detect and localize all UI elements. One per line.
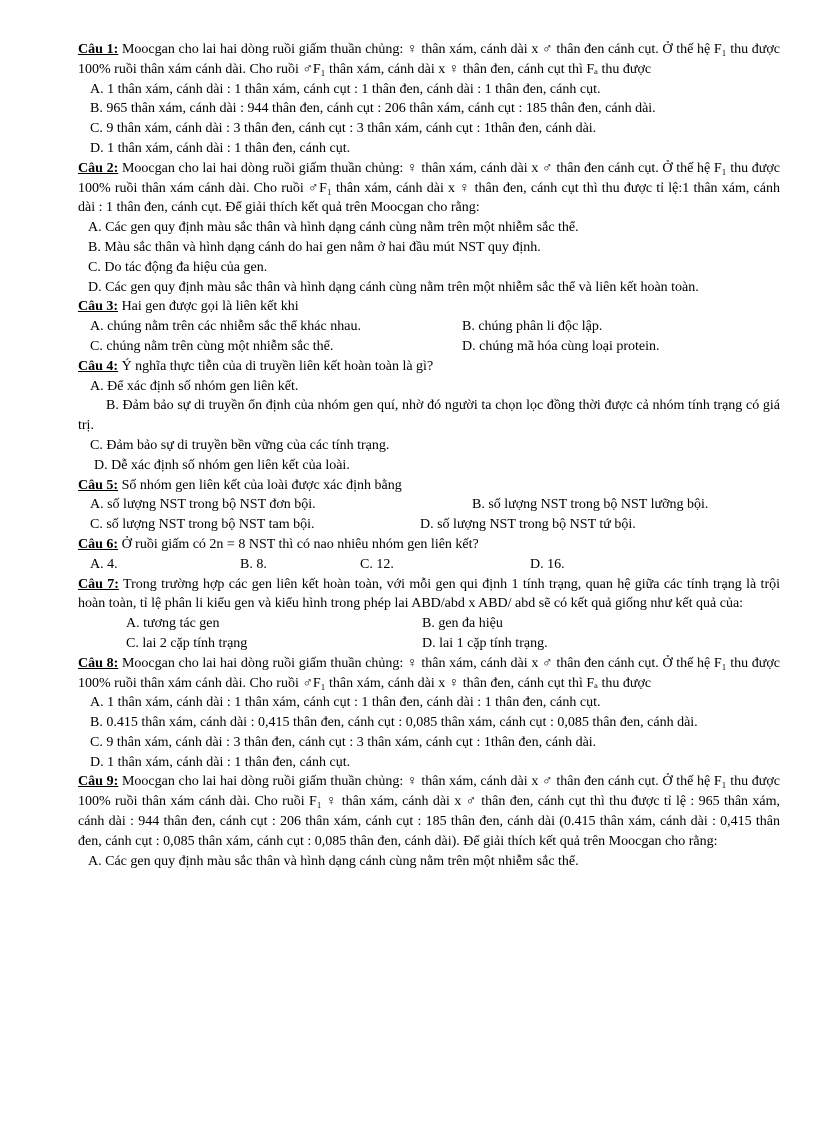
option-d: D. 16. <box>530 556 565 572</box>
option-row <box>78 317 780 337</box>
option-d: D. Dễ xác định số nhóm gen liên kết của loài. <box>94 457 350 473</box>
question-label: Câu 8: <box>78 655 119 671</box>
option-c: C. lai 2 cặp tính trạng <box>126 635 248 651</box>
question-1 <box>78 40 780 80</box>
question-label: Câu 4: <box>78 358 119 374</box>
option-a: A. Các gen quy định màu sắc thân và hình dạng cánh cùng nằm trên một nhiễm sắc thể. <box>88 220 579 236</box>
question-text: Hai gen được gọi là liên kết khi <box>121 299 299 315</box>
option-b: B. 965 thân xám, cánh dài : 944 thân đen, cánh cụt : 206 thân xám, cánh cụt : 185 thân đen, cánh dài. <box>90 101 656 117</box>
question-4 <box>78 357 780 377</box>
option-d: D. chúng mã hóa cùng loại protein. <box>462 338 660 354</box>
question-7 <box>78 575 780 615</box>
option-c: C. 9 thân xám, cánh dài : 3 thân đen, cánh cụt : 3 thân xám, cánh cụt : 1thân đen, cánh dài. <box>90 734 597 750</box>
question-text: Số nhóm gen liên kết của loài được xác định bằng <box>121 477 402 493</box>
option-b: B. chúng phân li độc lập. <box>462 319 603 335</box>
question-label: Câu 5: <box>78 477 119 493</box>
option-b: B. gen đa hiệu <box>422 616 503 632</box>
question-text: Moocgan cho lai hai dòng ruồi giấm thuần chủng: ♀ thân xám, cánh dài x ♂ thân đen cánh cụt. Ở thế hệ F₁ thu được 100% ruồi thân xám cánh dài. Cho ruồi ♂F₁ thân xám, cánh dài x ♀ thân đen, cánh cụt thì Fₐ thu được <box>78 42 781 77</box>
option-d: D. Các gen quy định màu sắc thân và hình dạng cánh cùng nằm trên một nhiễm sắc thể và liên kết hoàn toàn. <box>88 279 699 295</box>
option-c: C. chúng nằm trên cùng một nhiễm sắc thể. <box>90 338 334 354</box>
option-a: A. tương tác gen <box>126 616 220 632</box>
option-c: C. 12. <box>360 556 394 572</box>
option-row <box>78 337 780 357</box>
question-text: Moocgan cho lai hai dòng ruồi giấm thuần chủng: ♀ thân xám, cánh dài x ♂ thân đen cánh cụt. Ở thế hệ F₁ thu được 100% ruồi thân xám cánh dài. Cho ruồi F₁ ♀ thân xám, cánh dài x ♂ thân đen, cánh cụt thì thu được tỉ lệ : 965 thân xám, cánh dài : 944 thân đen, cánh cụt : 206 thân xám, cánh cụt : 185 thân đen, cánh dài (0.415 thân xám, cánh dài : 0,415 thân đen, cánh cụt : 0,085 thân xám, cánh cụt : 0,085 thân đen, cánh dài). Để giải thích kết quả trên Moocgan cho rằng: <box>78 774 781 849</box>
question-5 <box>78 476 780 496</box>
question-3 <box>78 297 780 317</box>
option-a: A. 1 thân xám, cánh dài : 1 thân xám, cánh cụt : 1 thân đen, cánh dài : 1 thân đen, cánh cụt. <box>90 81 601 97</box>
option-a: A. Các gen quy định màu sắc thân và hình dạng cánh cùng nằm trên một nhiễm sắc thể. <box>88 853 579 869</box>
option-c: C. số lượng NST trong bộ NST tam bội. <box>90 517 315 533</box>
option-c: C. Do tác động đa hiệu của gen. <box>88 259 268 275</box>
option-b: B. số lượng NST trong bộ NST lưỡng bội. <box>472 497 709 513</box>
question-label: Câu 9: <box>78 774 119 790</box>
question-text: Moocgan cho lai hai dòng ruồi giấm thuần chủng: ♀ thân xám, cánh dài x ♂ thân đen cánh cụt. Ở thế hệ F₁ thu được 100% ruồi thân xám cánh dài. Cho ruồi ♂F₁ thân xám, cánh dài x ♀ thân đen, cánh cụt thì Fₐ thu được <box>78 655 781 691</box>
option-d: D. 1 thân xám, cánh dài : 1 thân đen, cánh cụt. <box>90 140 351 156</box>
question-label: Câu 3: <box>78 299 119 315</box>
option-row <box>78 515 780 535</box>
question-label: Câu 2: <box>78 160 119 176</box>
option-b: B. 0.415 thân xám, cánh dài : 0,415 thân đen, cánh cụt : 0,085 thân xám, cánh cụt : 0,085 thân đen, cánh dài. <box>90 715 698 731</box>
option-c: C. Đảm bảo sự di truyền bền vững của các tính trạng. <box>90 437 390 453</box>
question-2 <box>78 159 780 218</box>
document-page <box>78 40 780 871</box>
option-a: A. 4. <box>90 556 118 572</box>
option-row <box>78 614 780 634</box>
option-a: A. số lượng NST trong bộ NST đơn bội. <box>90 497 316 513</box>
option-a: A. chúng nằm trên các nhiễm sắc thể khác nhau. <box>90 319 361 335</box>
option-row <box>78 634 780 654</box>
option-row <box>78 495 780 515</box>
option-d: D. số lượng NST trong bộ NST tứ bội. <box>420 517 636 533</box>
option-b: B. 8. <box>240 556 267 572</box>
question-text: Trong trường hợp các gen liên kết hoàn toàn, với mỗi gen qui định 1 tính trạng, quan hệ giữa các tính trạng là trội hoàn toàn, tỉ lệ phân li kiểu gen và kiểu hình trong phép lai ABD/abd x ABD/ abd sẽ có kết quả giống như kết quả của: <box>78 576 780 612</box>
option-a: A. 1 thân xám, cánh dài : 1 thân xám, cánh cụt : 1 thân đen, cánh dài : 1 thân đen, cánh cụt. <box>90 695 601 711</box>
option-row <box>78 555 780 575</box>
option-a: A. Để xác định số nhóm gen liên kết. <box>90 378 299 394</box>
option-d: D. 1 thân xám, cánh dài : 1 thân đen, cánh cụt. <box>90 754 351 770</box>
option-c: C. 9 thân xám, cánh dài : 3 thân đen, cánh cụt : 3 thân xám, cánh cụt : 1thân đen, cánh dài. <box>90 121 597 137</box>
question-label: Câu 1: <box>78 42 119 57</box>
question-text: Moocgan cho lai hai dòng ruồi giấm thuần chủng: ♀ thân xám, cánh dài x ♂ thân đen cánh cụt. Ở thế hệ F₁ thu được 100% ruồi thân xám cánh dài. Cho ruồi ♂F₁ thân xám, cánh dài x ♀ thân đen, cánh cụt thì thu được tỉ lệ:1 thân xám, cánh dài : 1 thân đen, cánh cụt. Để giải thích kết quả trên Moocgan cho rằng: <box>78 160 781 216</box>
option-b: B. Màu sắc thân và hình dạng cánh do hai gen nằm ở hai đầu mút NST quy định. <box>88 239 541 255</box>
option-b: B. Đảm bảo sự di truyền ổn định của nhóm gen quí, nhờ đó người ta chọn lọc đồng thời được cả nhóm tính trạng có giá trị. <box>78 398 780 434</box>
question-6 <box>78 535 780 555</box>
question-text: Ở ruồi giấm có 2n = 8 NST thì có nao nhiêu nhóm gen liên kết? <box>121 536 479 552</box>
question-label: Câu 7: <box>78 576 119 592</box>
option-d: D. lai 1 cặp tính trạng. <box>422 635 548 651</box>
question-label: Câu 6: <box>78 536 119 552</box>
question-9 <box>78 772 780 851</box>
question-text: Ý nghĩa thực tiễn của di truyền liên kết hoàn toàn là gì? <box>121 358 434 374</box>
question-8 <box>78 654 780 694</box>
